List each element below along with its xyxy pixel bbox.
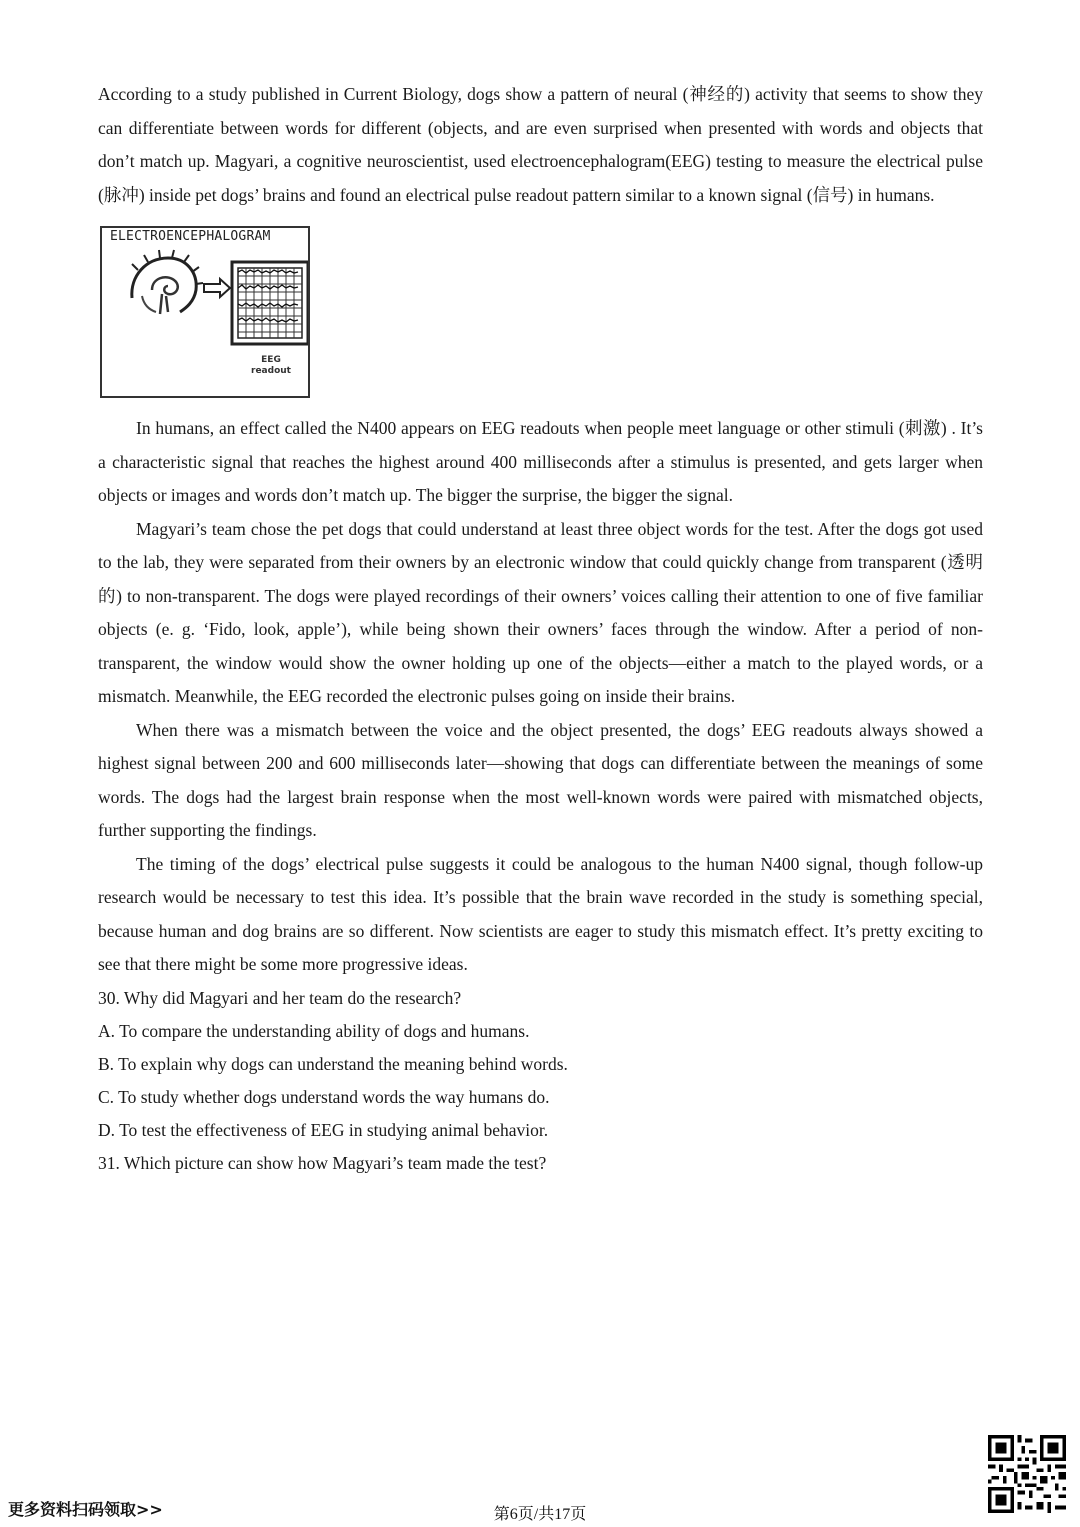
- question-30-stem: 30. Why did Magyari and her team do the research?: [98, 987, 462, 1008]
- intro-paragraph: According to a study published in Current Biology, dogs show a pattern of neural (神经的) activity that seems to show they can differentiate between words for different (objects, and are even surprised when presented with words and objects that don’t match up. Magyari, a cognitive neuroscientist, used electroencephalogram(EEG) testing to measure the electrical pulse (脉冲) inside pet dogs’ brains and found an electrical pulse readout pattern similar to a known signal (信号) in humans.: [98, 84, 983, 205]
- page-number: 第6页/共17页: [493, 1506, 587, 1523]
- footer-promo-link[interactable]: 更多资料扫码领取>>: [8, 1500, 163, 1519]
- figure-title: ELECTROENCEPHALOGRAM: [110, 229, 271, 244]
- paragraph-results: When there was a mismatch between the voice and the object presented, the dogs’ EEG readouts always showed a highest signal between 200 and 600 milliseconds later—showing that dogs can differentiate between the meanings of some words. The dogs had the largest brain response when the most well-known words were paired with mismatched objects, further supporting the findings.: [98, 719, 983, 840]
- figure-caption: EEG readout: [251, 355, 291, 376]
- paragraph-method: Magyari’s team chose the pet dogs that could understand at least three object words for the test. After the dogs got used to the lab, they were separated from their owners by an electronic window that could quickly change from transparent (透明的) to non-transparent. The dogs were played recordings of their owners’ voices calling their attention to one of five familiar objects (e. g. ‘Fido, look, apple’), while being shown their owners’ faces through the window. After a period of non-transparent, the window would show the owner holding up one of the objects—either a match to the played words, or a mismatch. Meanwhile, the EEG recorded the electronic pulses going on inside their brains.: [98, 518, 983, 706]
- document-page: [98, 78, 983, 1180]
- eeg-figure: [100, 226, 310, 398]
- question-31-stem: 31. Which picture can show how Magyari’s team made the test?: [98, 1152, 547, 1173]
- paragraph-n400: In humans, an effect called the N400 appears on EEG readouts when people meet language or other stimuli (刺激) . It’s a characteristic signal that reaches the highest around 400 milliseconds after a stimulus is presented, and gets larger when objects or images and words don’t match up. The bigger the surprise, the bigger the signal.: [98, 418, 983, 505]
- question-30-option-d: D. To test the effectiveness of EEG in studying animal behavior.: [98, 1119, 549, 1140]
- question-30-option-a: A. To compare the understanding ability of dogs and humans.: [98, 1020, 530, 1041]
- paragraph-conclusion: The timing of the dogs’ electrical pulse suggests it could be analogous to the human N400 signal, though follow-up research would be necessary to test this idea. It’s possible that the brain wave recorded in the study is something special, because human and dog brains are so different. Now scientists are eager to study this mismatch effect. It’s pretty exciting to see that there might be some more progressive ideas.: [98, 853, 983, 974]
- question-30-option-c: C. To study whether dogs understand words the way humans do.: [98, 1086, 550, 1107]
- question-30-option-b: B. To explain why dogs can understand the meaning behind words.: [98, 1053, 568, 1074]
